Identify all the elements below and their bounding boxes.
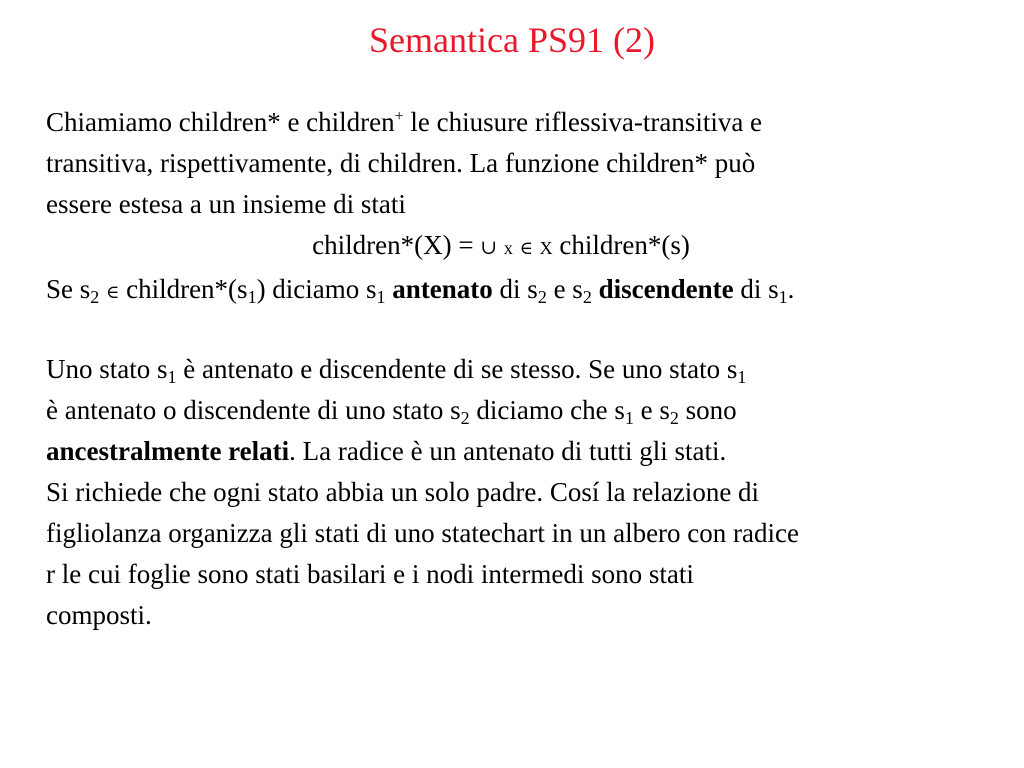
para3-line1: [46, 349, 1006, 390]
para4-line2: figliolanza organizza gli stati di uno statechart in un albero con radice: [46, 518, 799, 548]
text-run: di s: [492, 274, 538, 304]
text-run: è antenato e discendente di se stesso. Se uno stato s: [176, 354, 738, 384]
para2-line: [46, 269, 1006, 313]
formula-line: [46, 225, 1006, 269]
text-run: di s: [733, 274, 779, 304]
text-run: children*(s: [119, 274, 248, 304]
blank-line: [46, 313, 1006, 349]
subscript: 1: [737, 367, 747, 387]
formula-sub-x: x: [503, 238, 513, 258]
text-run: Se s: [46, 274, 91, 304]
term-antenato: antenato: [392, 274, 493, 304]
para1-line3: essere estesa a un insieme di stati: [46, 189, 406, 219]
term-discendente: discendente: [598, 274, 734, 304]
subscript: 1: [167, 367, 177, 387]
text-run: diciamo che s: [469, 395, 625, 425]
text-run: sono: [678, 395, 737, 425]
element-of-symbol: ∈: [519, 238, 533, 259]
text-run: e s: [633, 395, 670, 425]
subscript: 1: [376, 287, 386, 307]
text-run: e s: [546, 274, 583, 304]
subscript: 2: [537, 287, 547, 307]
subscript: 2: [669, 408, 679, 428]
subscript: 2: [90, 287, 100, 307]
subscript: 1: [247, 287, 257, 307]
para1-line2: transitiva, rispettivamente, di children. La funzione children* può: [46, 148, 756, 178]
para1-line1: [46, 102, 1006, 143]
formula-left: children*(X) =: [312, 230, 481, 260]
para3-line2: [46, 390, 1006, 431]
text-run: è antenato o discendente di uno stato s: [46, 395, 461, 425]
text-run: Uno stato s: [46, 354, 168, 384]
formula-sub-X: X: [539, 238, 553, 258]
term-ancestralmente-relati: ancestralmente relati: [46, 436, 290, 466]
text-run: le chiusure riflessiva-transitiva e: [403, 107, 763, 137]
slide-title: Semantica PS91 (2): [369, 20, 655, 60]
text-run: ) diciamo s: [256, 274, 377, 304]
union-symbol: ∪: [480, 235, 498, 259]
slide-body: [46, 102, 1006, 636]
text-run: .: [787, 274, 795, 304]
text-run: Chiamiamo children* e children: [46, 107, 395, 137]
subscript: 1: [624, 408, 634, 428]
superscript-plus: +: [394, 108, 404, 125]
formula-right: children*(s): [552, 230, 690, 260]
para4-line3: r le cui foglie sono stati basilari e i nodi intermedi sono stati: [46, 559, 694, 589]
para4-line4: composti.: [46, 600, 152, 630]
para3-line3: [46, 431, 1006, 472]
subscript: 1: [778, 287, 788, 307]
text-run: . La radice è un antenato di tutti gli stati.: [289, 436, 727, 466]
subscript: 2: [460, 408, 470, 428]
element-of-symbol: ∈: [106, 282, 120, 303]
para4-line1: Si richiede che ogni stato abbia un solo padre. Cosí la relazione di: [46, 477, 760, 507]
subscript: 2: [582, 287, 592, 307]
